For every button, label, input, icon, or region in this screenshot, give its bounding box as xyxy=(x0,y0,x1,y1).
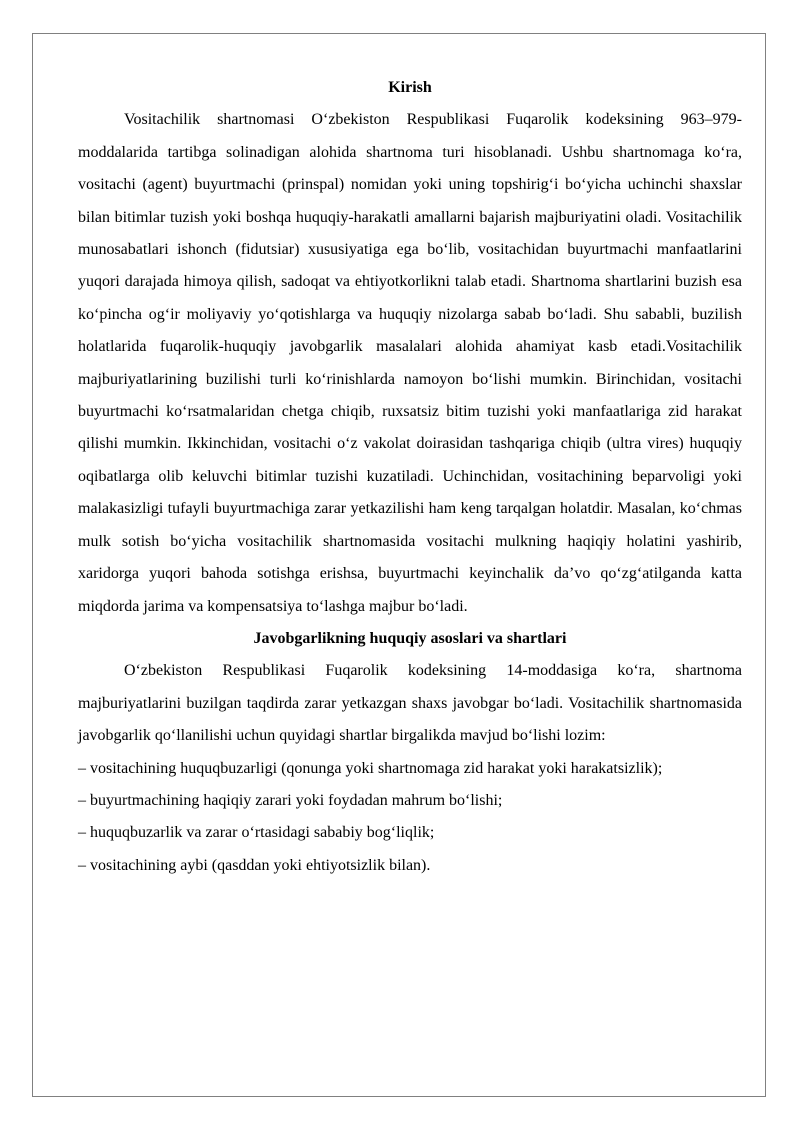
section-heading-legal-basis: Javobgarlikning huquqiy asoslari va shartlari xyxy=(253,629,567,647)
intro-paragraph: Vositachilik shartnomasi O‘zbekiston Respublikasi Fuqarolik kodeksining 963–979-moddalarida tartibga solinadigan alohida shartnoma turi hisoblanadi. Ushbu shartnomaga ko‘ra, vositachi (agent) buyurtmachi (prinspal) nomidan yoki uning topshirig‘i bo‘yicha uchinchi shaxslar bilan bitimlar tuzish yoki boshqa huquqiy-harakatli amallarni bajarish majburiyatini oladi. Vositachilik munosabatlari ishonch (fidutsiar) xususiyatiga ega bo‘lib, vositachidan buyurtmachi manfaatlarini yuqori darajada himoya qilish, sadoqat va ehtiyotkorlikni talab etadi. Shartnoma shartlarini buzish esa ko‘pincha og‘ir moliyaviy yo‘qotishlarga va huquqiy nizolarga sabab bo‘ladi. Shu sababli, buzilish holatlarida fuqarolik-huquqiy javobgarlik masalalari alohida ahamiyat kasb etadi.Vositachilik majburiyatlarining buzilishi turli ko‘rinishlarda namoyon bo‘lishi mumkin. Birinchidan, vositachi buyurtmachi ko‘rsatmalaridan chetga chiqib, ruxsatsiz bitim tuzishi yoki manfaatlariga zid harakat qilishi mumkin. Ikkinchidan, vositachi o‘z vakolat doirasidan tashqariga chiqib (ultra vires) huquqiy oqibatlarga olib keluvchi bitimlar tuzishi kuzatiladi. Uchinchidan, vositachining beparvoligi yoki malakasizligi tufayli buyurtmachiga zarar yetkazilishi ham keng tarqalgan holatdir. Masalan, ko‘chmas mulk sotish bo‘yicha vositachilik shartnomasida vositachi mulkning haqiqiy holatini yashirib, xaridorga yuqori bahoda sotishga erishsa, buyurtmachi keyinchalik da’vo qo‘zg‘atilganda katta miqdorda jarima va kompensatsiya to‘lashga majbur bo‘ladi. xyxy=(78,111,742,615)
legal-basis-paragraph: O‘zbekiston Respublikasi Fuqarolik kodeksining 14-moddasiga ko‘ra, shartnoma majburiyatlarini buzilgan taqdirda zarar yetkazgan shaxs javobgar bo‘ladi. Vositachilik shartnomasida javobgarlik qo‘llanilishi uchun quyidagi shartlar birgalikda mavjud bo‘lishi lozim: xyxy=(78,662,742,745)
condition-list-item: – huquqbuzarlik va zarar o‘rtasidagi sababiy bog‘liqlik; xyxy=(78,824,435,842)
condition-list-item: – vositachining huquqbuzarligi (qonunga yoki shartnomaga zid harakat yoki harakatsizlik); xyxy=(78,759,663,777)
condition-list-item: – buyurtmachining haqiqiy zarari yoki foydadan mahrum bo‘lishi; xyxy=(78,791,503,809)
document-body xyxy=(78,72,742,882)
section-heading-kirish: Kirish xyxy=(388,79,432,96)
condition-list-item: – vositachining aybi (qasddan yoki ehtiyotsizlik bilan). xyxy=(78,856,431,874)
